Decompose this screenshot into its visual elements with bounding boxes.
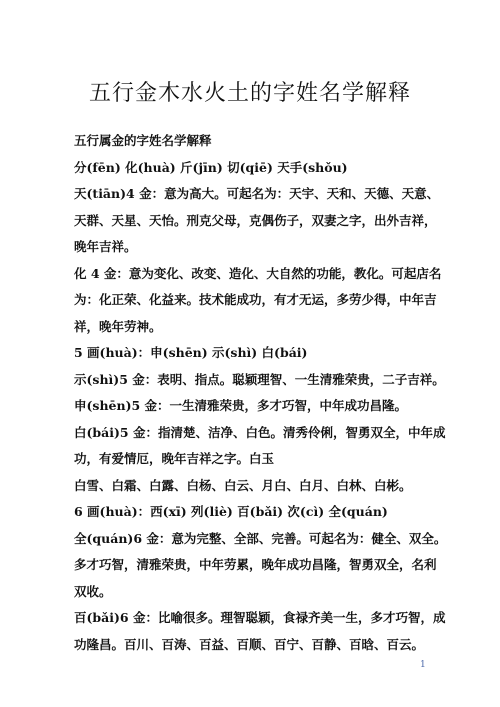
text-line: 祥，晚年劳神。 — [74, 318, 162, 334]
text-line: 百(bǎi)6 金：比喻很多。理智聪颖，食禄齐美一生，多才巧智，成 — [74, 610, 446, 625]
text-line: 全(quán)6 金：意为完整、全部、完善。可起名为：健全、双全。 — [74, 530, 447, 546]
text-line: 晚年吉祥。 — [74, 239, 137, 254]
page-number: 1 — [420, 660, 426, 670]
text-line: 天群、天星、天怡。刑克父母，克偶伤子，双妻之字，出外吉祥， — [74, 212, 437, 228]
text-line: 天(tiān)4 金：意为高大。可起名为：天宇、天和、天德、天意、 — [74, 186, 440, 201]
text-line: 功，有爱情厄，晚年吉祥之字。白玉 — [74, 451, 275, 466]
text-line: 白(bái)5 金：指清楚、洁净、白色。清秀伶俐，智勇双全，中年成 — [74, 424, 446, 440]
text-line: 5 画(huà)：申(shēn) 示(shì) 白(bái) — [74, 345, 308, 360]
text-line: 为：化正荣、化益来。技术能成功，有才无运，多劳少得，中年吉 — [74, 292, 437, 307]
text-line: 申(shēn)5 金：一生清雅荣贵，多才巧智，中年成功昌隆。 — [74, 398, 408, 413]
text-line: 6 画(huà)：西(xī) 列(liè) 百(bǎi) 次(cì) 全(quán) — [74, 504, 388, 519]
text-line: 化 4 金：意为变化、改变、造化、大自然的功能，教化。可起店名 — [74, 265, 442, 281]
document-body — [74, 128, 447, 658]
page-title: 五行金木水火土的字姓名学解释 — [88, 81, 411, 106]
section-heading: 五行属金的字姓名学解释 — [74, 133, 212, 148]
text-line: 双收。 — [74, 583, 112, 599]
text-line: 功隆昌。百川、百涛、百益、百顺、百宁、百静、百晗、百云。 — [74, 636, 425, 652]
text-line: 白雪、白霜、白露、白杨、白云、月白、白月、白林、白彬。 — [74, 477, 412, 493]
text-line: 示(shì)5 金：表明、指点。聪颖理智、一生清雅荣贵，二子吉祥。 — [74, 371, 445, 387]
text-line: 多才巧智，清雅荣贵，中年劳累，晚年成功昌隆，智勇双全，名利 — [74, 557, 437, 572]
text-line: 分(fēn) 化(huà) 斤(jīn) 切(qiē) 天手(shǒu) — [74, 159, 348, 175]
